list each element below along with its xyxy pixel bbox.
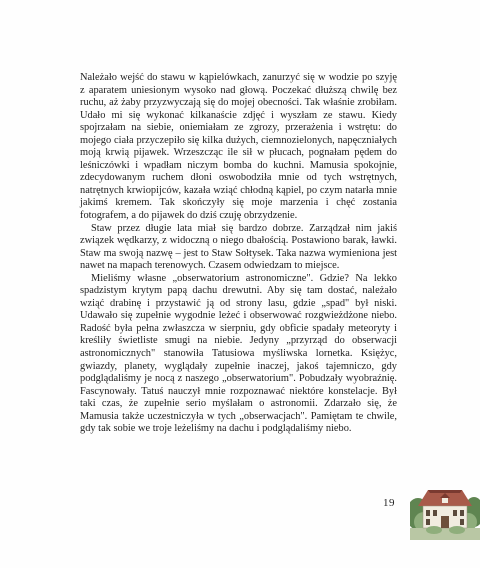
page-number: 19 [383, 497, 395, 509]
house-illustration-icon [410, 478, 480, 540]
paragraph: Należało wejść do stawu w kąpielówkach, zanurzyć się w wodzie po szyję z aparatem uniesionym wysoko nad głową. Poczekać dłuższą chwilę bez ruchu, aż żaby przyzwyczają się do mojej obecności. Tak właśnie zrobiłam. Udało mi się wykonać kilkanaście zdjęć i wyszłam ze stawu. Kiedy spojrzałam na siebie, oniemiałam ze zgrozy, przerażenia i wstrętu: do mojego ciała przyczepiło się kilka dużych, ciemnozielonych, napęczniałych moją krwią pijawek. Wrzeszcząc ile sił w płucach, pognałam pędem do leśniczówki i wpadłam niczym bomba do kuchni. Mamusia spokojnie, zdecydowanym ruchem dłoni oswobodziła mnie od tych wstrętnych, natrętnych krwiopijców, kazała wziąć chłodną kąpiel, po czym natarła mnie jakimś kremem. Tak skończyły się moje marzenia i chęć zostania fotografem, a do pijawek do dziś czuję obrzydzenie. [80, 72, 397, 222]
door [441, 516, 449, 528]
window [453, 510, 457, 516]
window [426, 510, 430, 516]
window [426, 519, 430, 525]
bush-front [426, 526, 442, 534]
window [460, 519, 464, 525]
ground [410, 528, 480, 540]
window [433, 510, 437, 516]
window [460, 510, 464, 516]
body-text [80, 72, 397, 436]
paragraph: Staw przez długie lata miał się bardzo dobrze. Zarządzał nim jakiś związek wędkarzy, z widoczną o niego dbałością. Postawiono barak, ławki. Staw ma swoją nazwę – jest to Staw Sołtysek. Taka nazwa wymieniona jest nawet na mapach terenowych. Czasem odwiedzam to miejsce. [80, 222, 397, 272]
bush-front [449, 526, 465, 534]
roof-ridge [428, 490, 462, 493]
paragraph: Mieliśmy własne „obserwatorium astronomiczne". Gdzie? Na lekko spadzistym krytym papą dachu drewutni. Aby się tam dostać, należało wziąć drabinę i przystawić ją od strony lasu, gdzie „spad" był niski. Udawało się zupełnie wygodnie leżeć i obserwować rozgwieżdżone niebo. Radość była pełna zwłaszcza w sierpniu, gdy obficie spadały meteoryty i kreśliły świetliste smugi na niebie. Jedyny „przyrząd do obserwacji astronomicznych" stanowiła Tatusiowa myśliwska lornetka. Księżyc, gwiazdy, planety, wyglądały zupełnie inaczej, jakoś tajemniczo, gdy podglądaliśmy je nocą z naszego „obserwatorium". Pobudzały wyobraźnię. Fascynowały. Tatuś nauczył mnie rozpoznawać niektóre konstelacje. Był taki czas, że zupełnie serio myślałam o astronomii. Zdarzało się, że Mamusia także uczestniczyła w tych „obserwacjach". Pamiętam te chwile, gdy tak sobie we troje leżeliśmy na dachu i podglądaliśmy niebo. [80, 272, 397, 435]
dormer-wall [442, 498, 448, 503]
